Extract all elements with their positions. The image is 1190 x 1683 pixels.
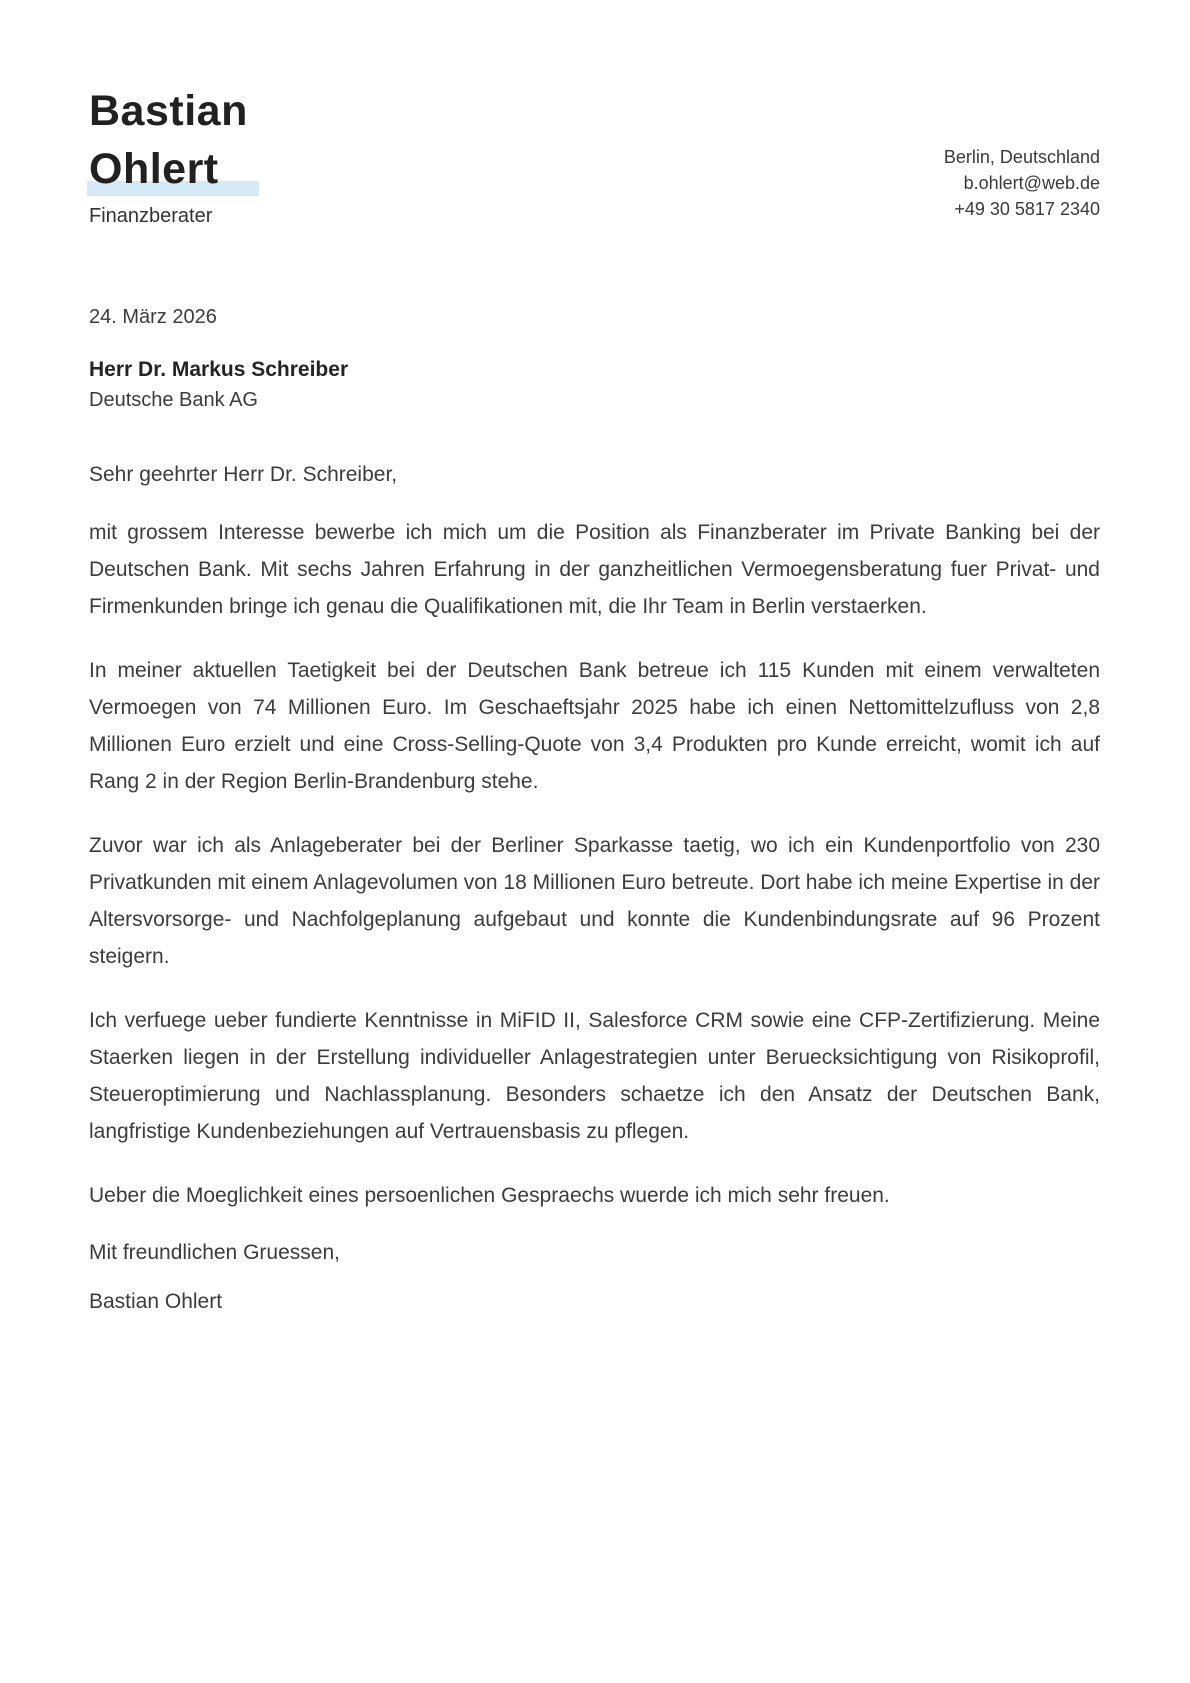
closing-line: Mit freundlichen Gruessen, <box>89 1241 340 1264</box>
letter-body <box>89 514 1100 1214</box>
sender-identity <box>89 82 248 228</box>
sender-last-name-text: Ohlert <box>89 145 219 193</box>
sender-last-name <box>89 140 219 198</box>
sender-name <box>89 82 248 198</box>
recipient-block <box>89 355 1100 415</box>
letter-paragraph: Ueber die Moeglichkeit eines persoenlichen Gespraechs wuerde ich mich sehr freuen. <box>89 1184 890 1207</box>
salutation: Sehr geehrter Herr Dr. Schreiber, <box>89 463 398 486</box>
letter-paragraph: Zuvor war ich als Anlageberater bei der Berliner Sparkasse taetig, wo ich ein Kundenportfolio von 230 Privatkunden mit einem Anlagevolumen von 18 Millionen Euro betreute. Dort habe ich meine Expertise in der Altersvorsorge- und Nachfolgeplanung aufgebaut und konnte die Kundenbindungsrate auf 96 Prozent steigern. <box>89 834 1100 968</box>
recipient-name: Herr Dr. Markus Schreiber <box>89 358 349 381</box>
letter-paragraph: Ich verfuege ueber fundierte Kenntnisse in MiFID II, Salesforce CRM sowie eine CFP-Zertifizierung. Meine Staerken liegen in der Erstellung individueller Anlagestrategien unter Beruecksichtigung von Risikoprofil, Steueroptimierung und Nachlassplanung. Besonders schaetze ich den Ansatz der Deutschen Bank, langfristige Kundenbeziehungen auf Vertrauensbasis zu pflegen. <box>89 1009 1100 1143</box>
contact-email: b.ohlert@web.de <box>963 173 1100 193</box>
letter-paragraph: mit grossem Interesse bewerbe ich mich um die Position als Finanzberater im Private Banking bei der Deutschen Bank. Mit sechs Jahren Erfahrung in der ganzheitlichen Vermoegensberatung fuer Privat- und Firmenkunden bringe ich genau die Qualifikationen mit, die Ihr Team in Berlin verstaerken. <box>89 521 1100 618</box>
letter-header <box>89 82 1100 228</box>
sender-job-title: Finanzberater <box>89 205 213 227</box>
recipient-company: Deutsche Bank AG <box>89 389 258 411</box>
contact-location: Berlin, Deutschland <box>943 147 1100 167</box>
sender-first-name: Bastian <box>89 87 248 135</box>
contact-block <box>944 144 1100 222</box>
letter-paragraph: In meiner aktuellen Taetigkeit bei der Deutschen Bank betreue ich 115 Kunden mit einem verwalteten Vermoegen von 74 Millionen Euro. Im Geschaeftsjahr 2025 habe ich einen Nettomittelzufluss von 2,8 Millionen Euro erzielt und eine Cross-Selling-Quote von 3,4 Produkten pro Kunde erreicht, womit ich auf Rang 2 in der Region Berlin-Brandenburg stehe. <box>89 659 1100 793</box>
signature-name: Bastian Ohlert <box>89 1290 223 1313</box>
contact-phone: +49 30 5817 2340 <box>954 199 1100 219</box>
letter-date: 24. März 2026 <box>89 306 217 328</box>
